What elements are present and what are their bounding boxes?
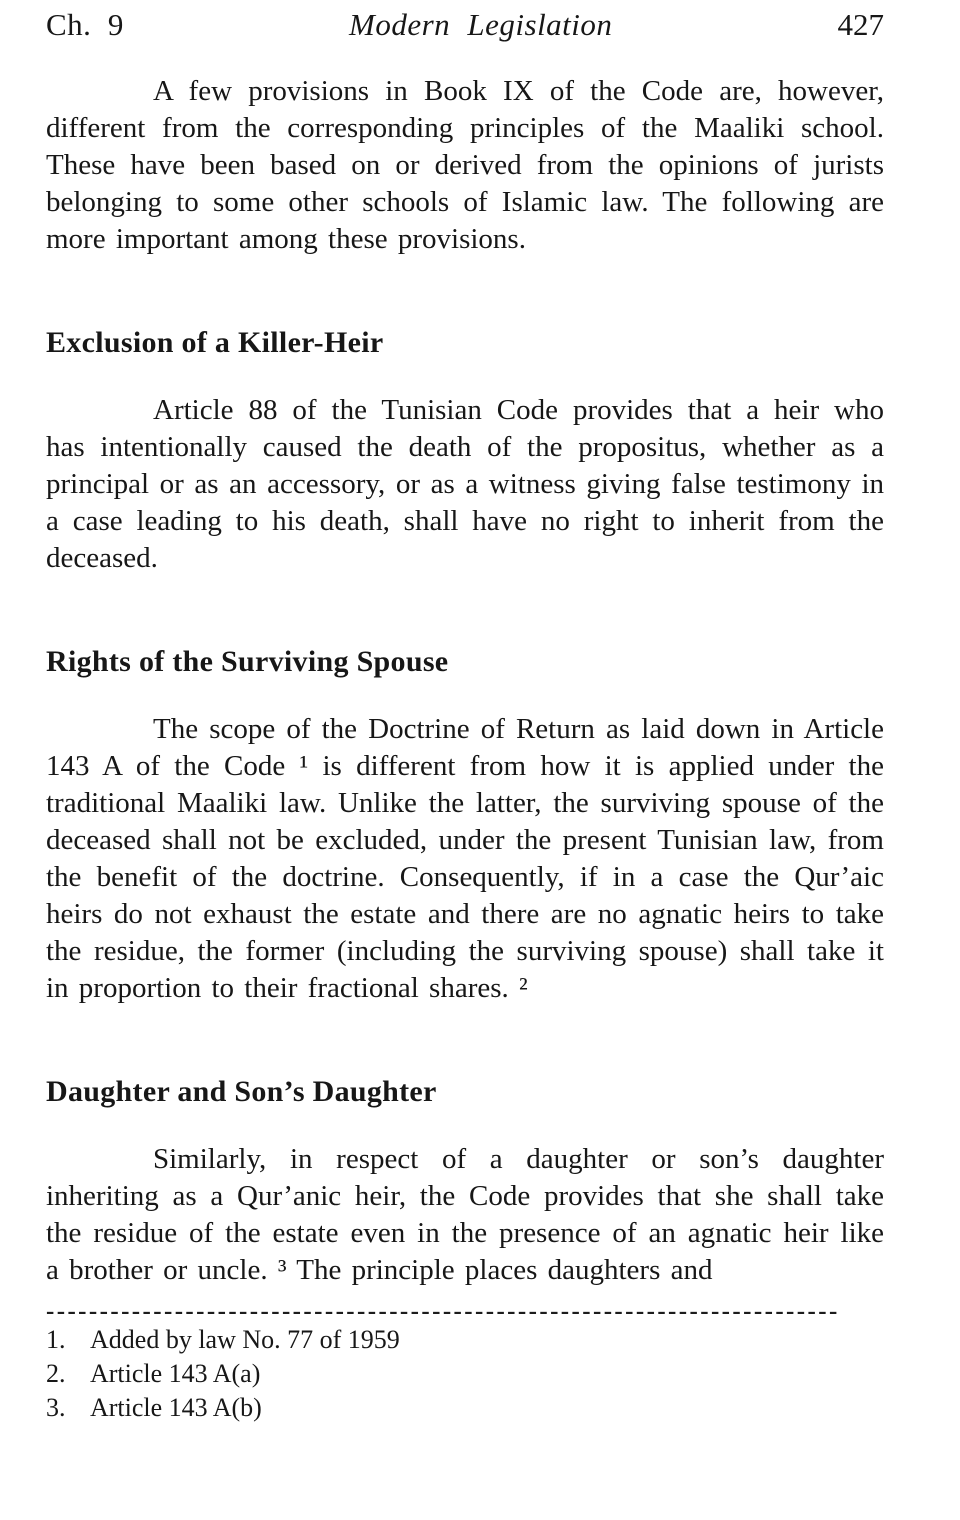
footnote-number: 1.: [46, 1325, 66, 1354]
footnote-text: Added by law No. 77 of 1959: [90, 1325, 400, 1354]
footnote-item: [46, 1391, 884, 1425]
footnote-item: [46, 1357, 884, 1391]
footnote-text: Article 143 A(b): [90, 1393, 262, 1422]
running-title: Modern Legislation: [349, 7, 613, 42]
section-heading-exclusion-killer-heir: Exclusion of a Killer-Heir: [46, 326, 384, 359]
section-paragraph-surviving-spouse: The scope of the Doctrine of Return as laid down in Article 143 A of the Code ¹ is different from how it is applied under the traditional Maaliki law. Unlike the latter, the surviving spouse of the deceased shall not be excluded, under the present Tunisian law, from the benefit of the doctrine. Consequently, if in a case the Qur’aic heirs do not exhaust the estate and there are no agnatic heirs to take the residue, the former (including the surviving spouse) shall take it in proportion to their fractional shares. ²: [46, 713, 884, 1004]
page-number: 427: [837, 7, 884, 42]
section-paragraph-daughter: Similarly, in respect of a daughter or son’s daughter inheriting as a Qur’anic heir, the Code provides that she shall take the residue of the estate even in the presence of an agnatic heir like a brother or uncle. ³ The principle places daughters and: [46, 1143, 884, 1286]
chapter-label: Ch. 9: [46, 7, 124, 42]
footnotes-block: [46, 1301, 884, 1425]
page-header: [46, 6, 884, 44]
footnote-separator-rule: --------------------------------------------------------------------------: [46, 1301, 840, 1323]
footnote-number: 3.: [46, 1393, 66, 1422]
intro-paragraph: A few provisions in Book IX of the Code are, however, different from the corresponding principles of the Maaliki school. These have been based on or derived from the opinions of jurists belonging to some other schools of Islamic law. The following are more important among these provisions.: [46, 75, 884, 255]
footnote-text: Article 143 A(a): [90, 1359, 261, 1388]
section-heading-daughter: Daughter and Son’s Daughter: [46, 1075, 437, 1108]
footnote-number: 2.: [46, 1359, 66, 1388]
section-heading-surviving-spouse: Rights of the Surviving Spouse: [46, 645, 449, 678]
section-paragraph-killer-heir: Article 88 of the Tunisian Code provides that a heir who has intentionally caused the death of the propositus, whether as a principal or as an accessory, or as a witness giving false testimony in a case leading to his death, shall have no right to inherit from the deceased.: [46, 394, 884, 574]
footnote-item: [46, 1323, 884, 1357]
